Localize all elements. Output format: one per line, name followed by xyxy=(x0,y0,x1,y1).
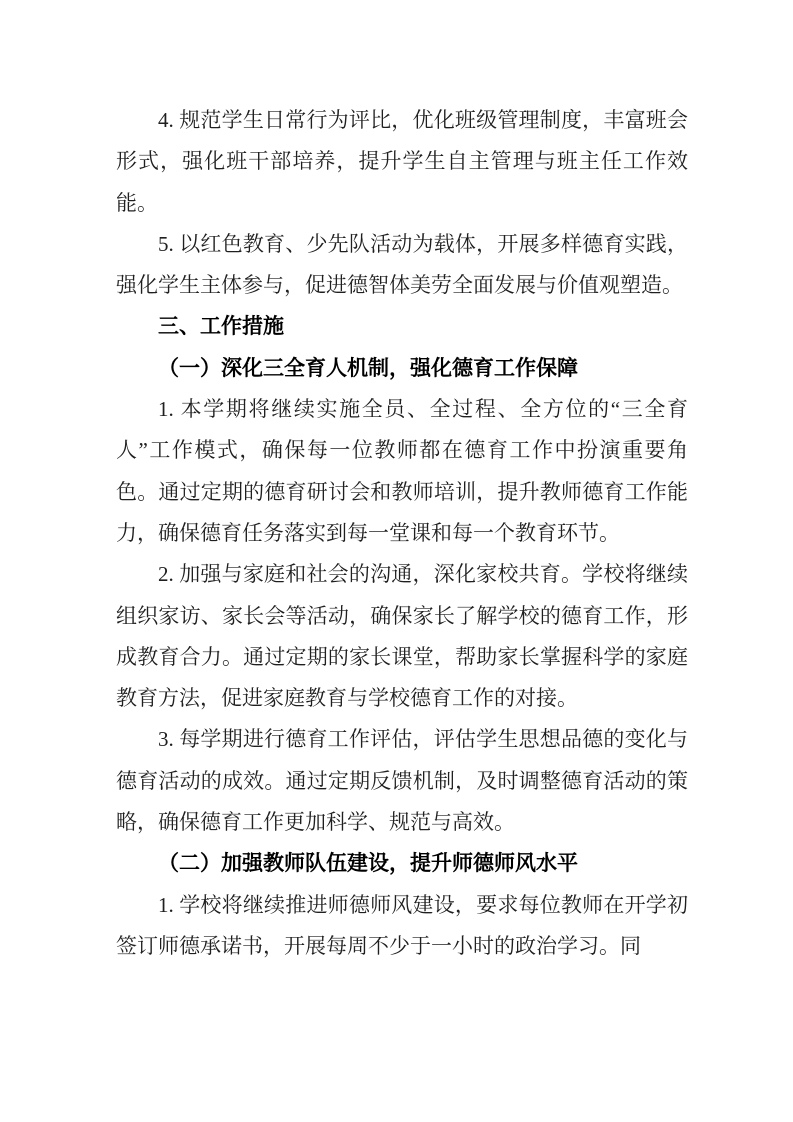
document-body xyxy=(116,100,688,967)
subsection-heading: （二）加强教师队伍建设，提升师德师风水平 xyxy=(158,851,578,876)
body-paragraph: 2. 加强与家庭和社会的沟通，深化家校共育。学校将继续组织家访、家长会等活动，确保家长了解学校的德育工作，形成教育合力。通过定期的家长课堂，帮助家长掌握科学的家庭教育方法，促进家庭教育与学校德育工作的对接。 xyxy=(116,562,688,711)
body-paragraph: 4. 规范学生日常行为评比，优化班级管理制度，丰富班会形式，强化班干部培养，提升学生自主管理与班主任工作效能。 xyxy=(116,108,688,215)
body-paragraph: 3. 每学期进行德育工作评估，评估学生思想品德的变化与德育活动的成效。通过定期反馈机制，及时调整德育活动的策略，确保德育工作更加科学、规范与高效。 xyxy=(116,727,688,835)
body-paragraph: 1. 学校将继续推进师德师风建设，要求每位教师在开学初签订师德承诺书，开展每周不少于一小时的政治学习。同 xyxy=(116,892,688,958)
subsection-heading: （一）深化三全育人机制，强化德育工作保障 xyxy=(158,355,578,380)
body-paragraph: 5. 以红色教育、少先队活动为载体，开展多样德育实践，强化学生主体参与，促进德智体美劳全面发展与价值观塑造。 xyxy=(116,231,688,298)
section-heading: 三、工作措施 xyxy=(158,315,284,339)
body-paragraph: 1. 本学期将继续实施全员、全过程、全方位的“三全育人”工作模式，确保每一位教师都在德育工作中扮演重要角色。通过定期的德育研讨会和教师培训，提升教师德育工作能力，确保德育任务落实到每一堂课和每一个教育环节。 xyxy=(116,397,688,545)
